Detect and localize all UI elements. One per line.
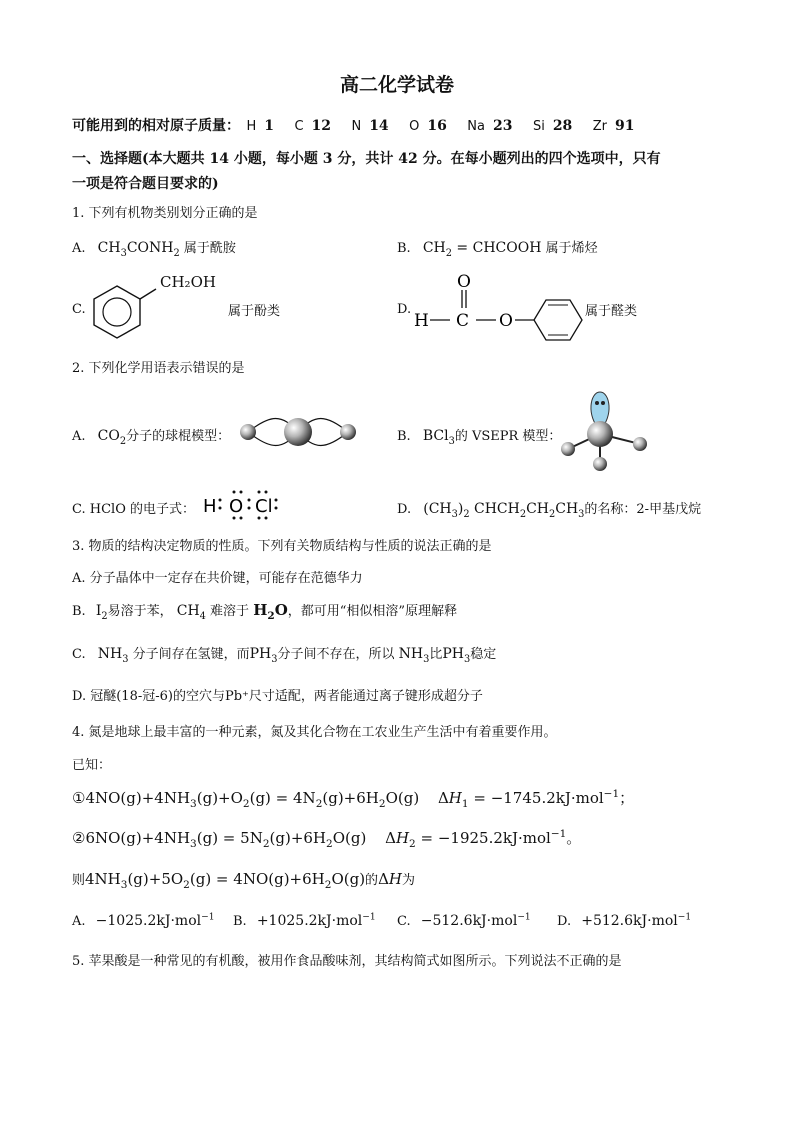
svg-text:O: O [457, 272, 471, 292]
section-heading-line1: 一、选择题(本大题共 14 小题，每小题 3 分，共计 42 分。在每小题列出的四个选项中，只有 [72, 151, 661, 167]
q4-a-label: A. [72, 914, 86, 929]
q3-option-c [72, 643, 497, 665]
q4-b-label: B. [233, 914, 247, 929]
q4-option-b: B. +1025.2kJ·mol$^{-1}$ [233, 912, 376, 929]
q2-option-a [72, 425, 231, 447]
q3-c-text2: 分子间不存在，所以 [277, 647, 395, 662]
q1-c-group: CH₂OH [160, 273, 216, 291]
q4-wei: 为 [402, 873, 416, 888]
q2-a-text: 分子的球棍模型： [126, 429, 231, 444]
q3-b-ch4: $CH_4$ [176, 603, 206, 622]
svg-text:O: O [229, 496, 244, 517]
q3-option-b [72, 600, 458, 622]
q4-a-value: −1025.2kJ·mol [95, 913, 202, 929]
q1-stem: 1. 下列有机物类别划分正确的是 [72, 206, 258, 221]
q1-option-b [397, 237, 598, 259]
q2-c-label: C. [72, 502, 86, 517]
element-N: N [351, 119, 362, 134]
svg-text:H: H [203, 496, 217, 517]
q2-d-text: 的名称：2-甲基戊烷 [584, 502, 702, 517]
q4-eq2-formula: $②6NO(g)+4NH_3(g) = 5N_2(g)+6H_2O(g)$ [72, 829, 367, 850]
element-H: H [246, 119, 257, 134]
q2-b-text: 的 VSEPR 模型： [454, 429, 562, 444]
q2-a-ball-stick-model [236, 412, 360, 452]
atomic-masses-label: 可能用到的相对原子质量： [72, 118, 240, 134]
q3-b-i2: $I_2$ [95, 603, 108, 622]
q2-option-b [397, 425, 562, 447]
q1-d-tail: 属于醛类 [585, 304, 638, 319]
q3-option-d: D. 冠醚(18-冠-6)的空穴与Pb⁺尺寸适配，两者能通过离子键形成超分子 [72, 689, 483, 704]
q1-a-formula: $CH_3CONH_2$ [97, 240, 180, 259]
section-heading-line2: 一项是符合题目要求的) [72, 176, 219, 192]
q4-then-tail: 的 [365, 873, 379, 888]
q4-equation-2: $②6NO(g)+4NH_3(g) = 5N_2(g)+6H_2O(g) \Delta H_2 = -1925.2kJ\cdot mol^{-1}$。 [72, 828, 582, 850]
q1-d-label: D. [397, 302, 412, 317]
q3-option-a: A. 分子晶体中一定存在共价键，可能存在范德华力 [72, 571, 363, 586]
q4-eq1-dh-symbol: $\Delta H_1$ [437, 789, 469, 810]
q4-eq1-formula: $①4NO(g)+4NH_3(g)+O_2(g) = 4N_2(g)+6H_2O(g)$ [72, 789, 420, 810]
q1-c-benzyl-alcohol-structure [90, 283, 160, 343]
q1-a-label: A. [72, 241, 86, 256]
q4-d-label: D. [557, 914, 572, 929]
element-O: O [409, 119, 420, 134]
q4-target-equation: $4NH_3(g)+5O_2(g) = 4NO(g)+6H_2O(g)$ [85, 870, 366, 891]
element-Na: Na [467, 119, 485, 134]
q2-stem: 2. 下列化学用语表示错误的是 [72, 361, 245, 376]
q3-b-h2o: $H_2O$ [253, 601, 288, 622]
svg-text:Cl: Cl [255, 496, 273, 517]
mass-Si: 28 [552, 118, 573, 134]
q4-eq2-dh-symbol: $\Delta H_2$ [385, 829, 416, 850]
q4-then: 则 [72, 873, 86, 888]
q2-option-c [72, 498, 195, 517]
q2-a-formula: $CO_2$ [97, 428, 127, 447]
q2-b-label: B. [397, 429, 411, 444]
q4-option-d: D. +512.6kJ·mol$^{-1}$ [557, 912, 692, 929]
q1-d-phenyl-formate-structure [410, 270, 590, 340]
q2-option-d [397, 498, 702, 520]
q3-b-text2: 难溶于 [210, 604, 250, 619]
svg-text:O: O [499, 311, 513, 331]
atomic-masses-line [72, 115, 635, 135]
q3-c-text3: 比 [429, 647, 443, 662]
q4-d-value: +512.6kJ·mol [581, 913, 678, 929]
element-Zr: Zr [592, 119, 608, 134]
q2-d-formula: $(CH_3)_2$ $CHCH_2CH_2CH_3$ [423, 501, 585, 520]
q4-option-c: C. −512.6kJ·mol$^{-1}$ [397, 912, 531, 929]
q4-option-a: A. −1025.2kJ·mol$^{-1}$ [72, 912, 215, 929]
q2-c-text: HClO 的电子式： [89, 502, 195, 517]
mass-N: 14 [369, 118, 389, 134]
q4-c-value: −512.6kJ·mol [420, 913, 518, 929]
q3-c-text4: 稳定 [470, 647, 497, 662]
q4-question-line: 则$4NH_3(g)+5O_2(g) = 4NO(g)+6H_2O(g)$的ΔH为 [72, 870, 416, 891]
q1-c-tail: 属于酚类 [228, 304, 281, 319]
mass-O: 16 [427, 118, 447, 134]
q3-c-text1: 分子间存在氢键，而 [132, 647, 250, 662]
q3-b-text1: 易溶于苯， [107, 604, 173, 619]
q4-eq2-dh-value: = −1925.2kJ·mol [420, 829, 551, 847]
element-Si: Si [532, 119, 545, 134]
q4-eq1-dh-value: = −1745.2kJ·mol [473, 789, 604, 807]
q1-b-label: B. [397, 241, 411, 256]
q2-b-formula: BCl$_3$ [422, 428, 455, 447]
q2-a-label: A. [72, 429, 86, 444]
mass-H: 1 [264, 118, 274, 134]
mass-C: 12 [311, 118, 331, 134]
mass-Na: 23 [493, 118, 513, 134]
q3-c-nh3: $NH_3$ [97, 646, 129, 665]
q4-c-label: C. [397, 914, 411, 929]
q3-c-nh3-b: $NH_3$ [398, 646, 430, 665]
svg-text:C: C [456, 311, 470, 331]
q3-b-label: B. [72, 604, 86, 619]
q4-b-value: +1025.2kJ·mol [256, 913, 363, 929]
q3-b-text3: ，都可用“相似相溶”原理解释 [287, 604, 458, 619]
q4-known: 已知： [72, 758, 112, 773]
q3-c-label: C. [72, 647, 86, 662]
q1-c-label: C. [72, 302, 86, 317]
q2-c-electron-dot-formula [203, 488, 279, 520]
q2-b-vsepr-model [556, 386, 656, 474]
svg-text:H: H [414, 311, 429, 331]
q4-equation-1: $①4NO(g)+4NH_3(g)+O_2(g) = 4N_2(g)+6H_2O(g) \Delta H_1 = -1745.2kJ\cdot mol^{-1}$； [72, 788, 635, 810]
mass-Zr: 91 [615, 118, 635, 134]
q1-option-a [72, 237, 236, 259]
q1-b-formula: $CH_2$ = CHCOOH [422, 240, 542, 259]
q2-d-label: D. [397, 502, 412, 517]
q3-stem: 3. 物质的结构决定物质的性质。下列有关物质结构与性质的说法正确的是 [72, 539, 492, 554]
q4-stem: 4. 氮是地球上最丰富的一种元素，氮及其化合物在工农业生产生活中有着重要作用。 [72, 725, 557, 740]
q3-c-ph3-b: $PH_3$ [442, 646, 471, 665]
q3-c-ph3: $PH_3$ [249, 646, 278, 665]
q5-stem: 5. 苹果酸是一种常见的有机酸，被用作食品酸味剂，其结构简式如图所示。下列说法不正确的是 [72, 954, 622, 969]
element-C: C [294, 119, 304, 134]
q1-a-tail: 属于酰胺 [183, 241, 236, 256]
page-title: 高二化学试卷 [339, 74, 454, 96]
q1-b-tail: 属于烯烃 [545, 241, 598, 256]
